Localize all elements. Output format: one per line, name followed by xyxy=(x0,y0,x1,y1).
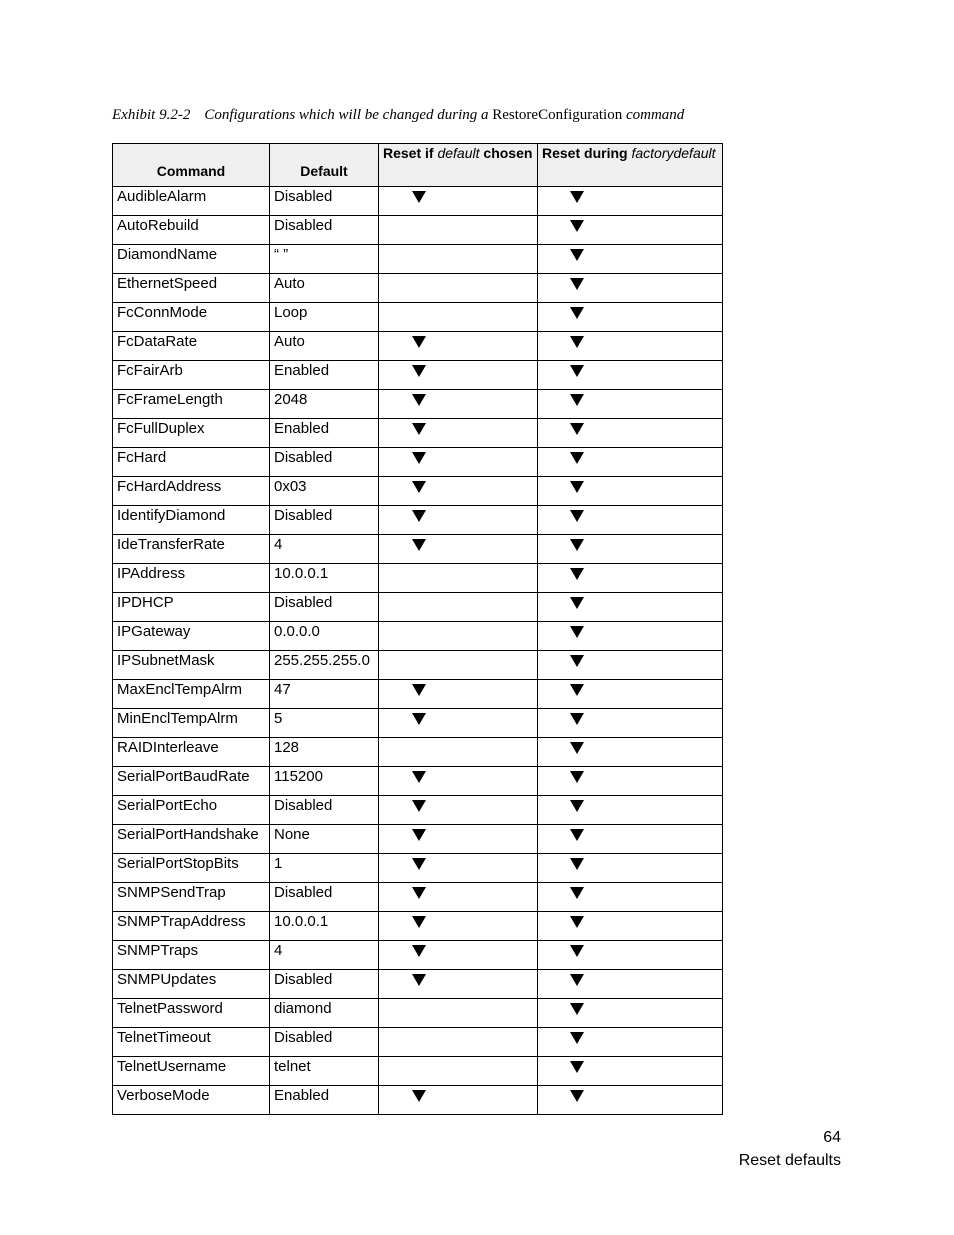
table-row xyxy=(113,1028,723,1057)
reset-factory-cell xyxy=(538,245,723,274)
reset-factory-cell xyxy=(538,361,723,390)
reset-factory-cell xyxy=(538,825,723,854)
reset-factory-cell xyxy=(538,419,723,448)
table-row xyxy=(113,738,723,767)
table-row xyxy=(113,245,723,274)
command-cell: SerialPortStopBits xyxy=(113,854,270,883)
down-triangle-icon xyxy=(412,336,426,348)
command-cell: IPSubnetMask xyxy=(113,651,270,680)
down-triangle-icon xyxy=(570,249,584,261)
reset-if-default-cell xyxy=(379,970,538,999)
down-triangle-icon xyxy=(570,597,584,609)
table-row xyxy=(113,535,723,564)
reset-factory-cell xyxy=(538,622,723,651)
down-triangle-icon xyxy=(570,191,584,203)
table-row xyxy=(113,332,723,361)
down-triangle-icon xyxy=(570,423,584,435)
down-triangle-icon xyxy=(412,394,426,406)
table-row xyxy=(113,767,723,796)
command-cell: IPGateway xyxy=(113,622,270,651)
table-row xyxy=(113,448,723,477)
default-cell: 47 xyxy=(270,680,379,709)
default-cell: Disabled xyxy=(270,970,379,999)
default-cell: 5 xyxy=(270,709,379,738)
command-cell: AutoRebuild xyxy=(113,216,270,245)
reset-factory-cell xyxy=(538,1086,723,1115)
reset-factory-cell xyxy=(538,274,723,303)
down-triangle-icon xyxy=(412,539,426,551)
table-row xyxy=(113,593,723,622)
default-cell: 2048 xyxy=(270,390,379,419)
down-triangle-icon xyxy=(570,336,584,348)
down-triangle-icon xyxy=(570,800,584,812)
default-cell: Disabled xyxy=(270,506,379,535)
reset-if-default-cell xyxy=(379,593,538,622)
down-triangle-icon xyxy=(570,452,584,464)
command-cell: FcFairArb xyxy=(113,361,270,390)
header-reset-if-default xyxy=(379,144,538,187)
reset-if-default-cell xyxy=(379,680,538,709)
reset-if-default-cell xyxy=(379,564,538,593)
default-cell: Disabled xyxy=(270,883,379,912)
down-triangle-icon xyxy=(570,481,584,493)
reset-if-default-cell xyxy=(379,1057,538,1086)
reset-if-default-cell xyxy=(379,506,538,535)
reset-if-default-cell xyxy=(379,738,538,767)
header-default: Default xyxy=(270,144,379,187)
default-cell: 10.0.0.1 xyxy=(270,912,379,941)
down-triangle-icon xyxy=(570,365,584,377)
default-cell: 115200 xyxy=(270,767,379,796)
reset-factory-cell xyxy=(538,390,723,419)
reset-factory-cell xyxy=(538,970,723,999)
table-row xyxy=(113,622,723,651)
reset-if-default-cell xyxy=(379,767,538,796)
table-row xyxy=(113,1086,723,1115)
command-cell: TelnetUsername xyxy=(113,1057,270,1086)
down-triangle-icon xyxy=(412,713,426,725)
default-cell: Enabled xyxy=(270,1086,379,1115)
command-cell: AudibleAlarm xyxy=(113,187,270,216)
down-triangle-icon xyxy=(570,655,584,667)
table-row xyxy=(113,941,723,970)
command-cell: DiamondName xyxy=(113,245,270,274)
reset-factory-cell xyxy=(538,941,723,970)
reset-if-default-cell xyxy=(379,1028,538,1057)
command-cell: SerialPortBaudRate xyxy=(113,767,270,796)
table-row xyxy=(113,187,723,216)
reset-factory-cell xyxy=(538,506,723,535)
header-reset-if-suffix: chosen xyxy=(483,145,533,161)
reset-factory-cell xyxy=(538,1057,723,1086)
down-triangle-icon xyxy=(570,916,584,928)
table-row xyxy=(113,680,723,709)
table-row xyxy=(113,709,723,738)
default-cell: Enabled xyxy=(270,361,379,390)
command-cell: SNMPSendTrap xyxy=(113,883,270,912)
caption-text-before: Configurations which will be changed during a xyxy=(204,107,489,123)
reset-factory-cell xyxy=(538,303,723,332)
table-row xyxy=(113,390,723,419)
down-triangle-icon xyxy=(412,1090,426,1102)
reset-factory-cell xyxy=(538,709,723,738)
table-row xyxy=(113,274,723,303)
reset-factory-cell xyxy=(538,796,723,825)
default-cell: 4 xyxy=(270,535,379,564)
down-triangle-icon xyxy=(570,307,584,319)
down-triangle-icon xyxy=(412,916,426,928)
header-reset-if-prefix: Reset if xyxy=(383,145,434,161)
reset-if-default-cell xyxy=(379,303,538,332)
down-triangle-icon xyxy=(412,365,426,377)
reset-if-default-cell xyxy=(379,1086,538,1115)
reset-factory-cell xyxy=(538,187,723,216)
table-row xyxy=(113,303,723,332)
reset-factory-cell xyxy=(538,767,723,796)
table-row xyxy=(113,796,723,825)
reset-factory-cell xyxy=(538,448,723,477)
table-row xyxy=(113,564,723,593)
table-row xyxy=(113,912,723,941)
down-triangle-icon xyxy=(570,974,584,986)
default-cell: 1 xyxy=(270,854,379,883)
table-row xyxy=(113,999,723,1028)
reset-if-default-cell xyxy=(379,419,538,448)
command-cell: SNMPTrapAddress xyxy=(113,912,270,941)
down-triangle-icon xyxy=(570,1032,584,1044)
command-cell: IdeTransferRate xyxy=(113,535,270,564)
command-cell: MinEnclTempAlrm xyxy=(113,709,270,738)
reset-if-default-cell xyxy=(379,709,538,738)
down-triangle-icon xyxy=(412,452,426,464)
reset-factory-cell xyxy=(538,477,723,506)
reset-if-default-cell xyxy=(379,825,538,854)
table-row xyxy=(113,970,723,999)
down-triangle-icon xyxy=(412,945,426,957)
down-triangle-icon xyxy=(570,742,584,754)
reset-factory-cell xyxy=(538,332,723,361)
command-cell: FcFrameLength xyxy=(113,390,270,419)
default-cell: 4 xyxy=(270,941,379,970)
command-cell: IPDHCP xyxy=(113,593,270,622)
command-cell: SNMPUpdates xyxy=(113,970,270,999)
default-cell: Disabled xyxy=(270,593,379,622)
configuration-table xyxy=(112,143,723,1115)
reset-factory-cell xyxy=(538,999,723,1028)
header-reset-during-italic: factorydefault xyxy=(631,145,716,161)
exhibit-number: Exhibit 9.2-2 xyxy=(112,107,191,123)
default-cell: 10.0.0.1 xyxy=(270,564,379,593)
down-triangle-icon xyxy=(412,771,426,783)
command-cell: FcHard xyxy=(113,448,270,477)
default-cell: None xyxy=(270,825,379,854)
default-cell: Auto xyxy=(270,332,379,361)
reset-factory-cell xyxy=(538,1028,723,1057)
table-row xyxy=(113,883,723,912)
table-row xyxy=(113,361,723,390)
page-number: 64 xyxy=(823,1129,841,1146)
header-command: Command xyxy=(113,144,270,187)
command-cell: TelnetTimeout xyxy=(113,1028,270,1057)
command-cell: FcFullDuplex xyxy=(113,419,270,448)
reset-factory-cell xyxy=(538,883,723,912)
table-row xyxy=(113,419,723,448)
down-triangle-icon xyxy=(570,887,584,899)
table-row xyxy=(113,216,723,245)
command-cell: TelnetPassword xyxy=(113,999,270,1028)
default-cell: Auto xyxy=(270,274,379,303)
caption-command-name: RestoreConfiguration xyxy=(492,107,623,123)
down-triangle-icon xyxy=(570,1090,584,1102)
reset-if-default-cell xyxy=(379,332,538,361)
reset-factory-cell xyxy=(538,593,723,622)
down-triangle-icon xyxy=(570,394,584,406)
down-triangle-icon xyxy=(570,626,584,638)
command-cell: FcDataRate xyxy=(113,332,270,361)
header-reset-if-italic: default xyxy=(437,145,480,161)
default-cell: diamond xyxy=(270,999,379,1028)
reset-factory-cell xyxy=(538,912,723,941)
down-triangle-icon xyxy=(412,481,426,493)
command-cell: EthernetSpeed xyxy=(113,274,270,303)
down-triangle-icon xyxy=(570,568,584,580)
default-cell: 0.0.0.0 xyxy=(270,622,379,651)
page-footer xyxy=(739,1126,841,1172)
caption-text-after: command xyxy=(625,107,685,123)
table-row xyxy=(113,651,723,680)
down-triangle-icon xyxy=(412,684,426,696)
default-cell: 128 xyxy=(270,738,379,767)
reset-if-default-cell xyxy=(379,390,538,419)
default-cell: 255.255.255.0 xyxy=(270,651,379,680)
down-triangle-icon xyxy=(412,510,426,522)
default-cell: Disabled xyxy=(270,216,379,245)
command-cell: FcConnMode xyxy=(113,303,270,332)
command-cell: IdentifyDiamond xyxy=(113,506,270,535)
reset-if-default-cell xyxy=(379,941,538,970)
default-cell: 0x03 xyxy=(270,477,379,506)
command-cell: SNMPTraps xyxy=(113,941,270,970)
command-cell: FcHardAddress xyxy=(113,477,270,506)
down-triangle-icon xyxy=(570,829,584,841)
default-cell: Enabled xyxy=(270,419,379,448)
default-cell: Disabled xyxy=(270,796,379,825)
down-triangle-icon xyxy=(570,945,584,957)
down-triangle-icon xyxy=(570,220,584,232)
down-triangle-icon xyxy=(570,684,584,696)
down-triangle-icon xyxy=(570,713,584,725)
command-cell: RAIDInterleave xyxy=(113,738,270,767)
reset-if-default-cell xyxy=(379,274,538,303)
down-triangle-icon xyxy=(412,191,426,203)
command-cell: VerboseMode xyxy=(113,1086,270,1115)
section-title: Reset defaults xyxy=(738,1152,841,1169)
reset-if-default-cell xyxy=(379,796,538,825)
reset-if-default-cell xyxy=(379,245,538,274)
exhibit-caption xyxy=(112,107,684,124)
down-triangle-icon xyxy=(412,829,426,841)
header-reset-during-factorydefault xyxy=(538,144,723,187)
down-triangle-icon xyxy=(412,887,426,899)
reset-if-default-cell xyxy=(379,216,538,245)
default-cell: “ ” xyxy=(270,245,379,274)
down-triangle-icon xyxy=(570,278,584,290)
command-cell: SerialPortEcho xyxy=(113,796,270,825)
down-triangle-icon xyxy=(570,858,584,870)
reset-if-default-cell xyxy=(379,535,538,564)
table-row xyxy=(113,506,723,535)
reset-if-default-cell xyxy=(379,883,538,912)
down-triangle-icon xyxy=(570,771,584,783)
down-triangle-icon xyxy=(412,423,426,435)
default-cell: Loop xyxy=(270,303,379,332)
reset-factory-cell xyxy=(538,738,723,767)
table-row xyxy=(113,854,723,883)
table-row xyxy=(113,1057,723,1086)
down-triangle-icon xyxy=(570,1061,584,1073)
reset-factory-cell xyxy=(538,564,723,593)
reset-if-default-cell xyxy=(379,854,538,883)
reset-factory-cell xyxy=(538,216,723,245)
reset-factory-cell xyxy=(538,535,723,564)
down-triangle-icon xyxy=(570,1003,584,1015)
default-cell: Disabled xyxy=(270,187,379,216)
reset-if-default-cell xyxy=(379,912,538,941)
reset-if-default-cell xyxy=(379,622,538,651)
table-row xyxy=(113,477,723,506)
reset-factory-cell xyxy=(538,651,723,680)
reset-if-default-cell xyxy=(379,999,538,1028)
reset-factory-cell xyxy=(538,680,723,709)
reset-factory-cell xyxy=(538,854,723,883)
down-triangle-icon xyxy=(570,510,584,522)
default-cell: telnet xyxy=(270,1057,379,1086)
command-cell: SerialPortHandshake xyxy=(113,825,270,854)
reset-if-default-cell xyxy=(379,477,538,506)
down-triangle-icon xyxy=(570,539,584,551)
command-cell: IPAddress xyxy=(113,564,270,593)
reset-if-default-cell xyxy=(379,361,538,390)
table-row xyxy=(113,825,723,854)
down-triangle-icon xyxy=(412,858,426,870)
default-cell: Disabled xyxy=(270,448,379,477)
table-body xyxy=(113,187,723,1115)
reset-if-default-cell xyxy=(379,651,538,680)
default-cell: Disabled xyxy=(270,1028,379,1057)
reset-if-default-cell xyxy=(379,448,538,477)
down-triangle-icon xyxy=(412,974,426,986)
command-cell: MaxEnclTempAlrm xyxy=(113,680,270,709)
reset-if-default-cell xyxy=(379,187,538,216)
table-header-row xyxy=(113,144,723,187)
header-reset-during-prefix: Reset during xyxy=(542,145,628,161)
down-triangle-icon xyxy=(412,800,426,812)
